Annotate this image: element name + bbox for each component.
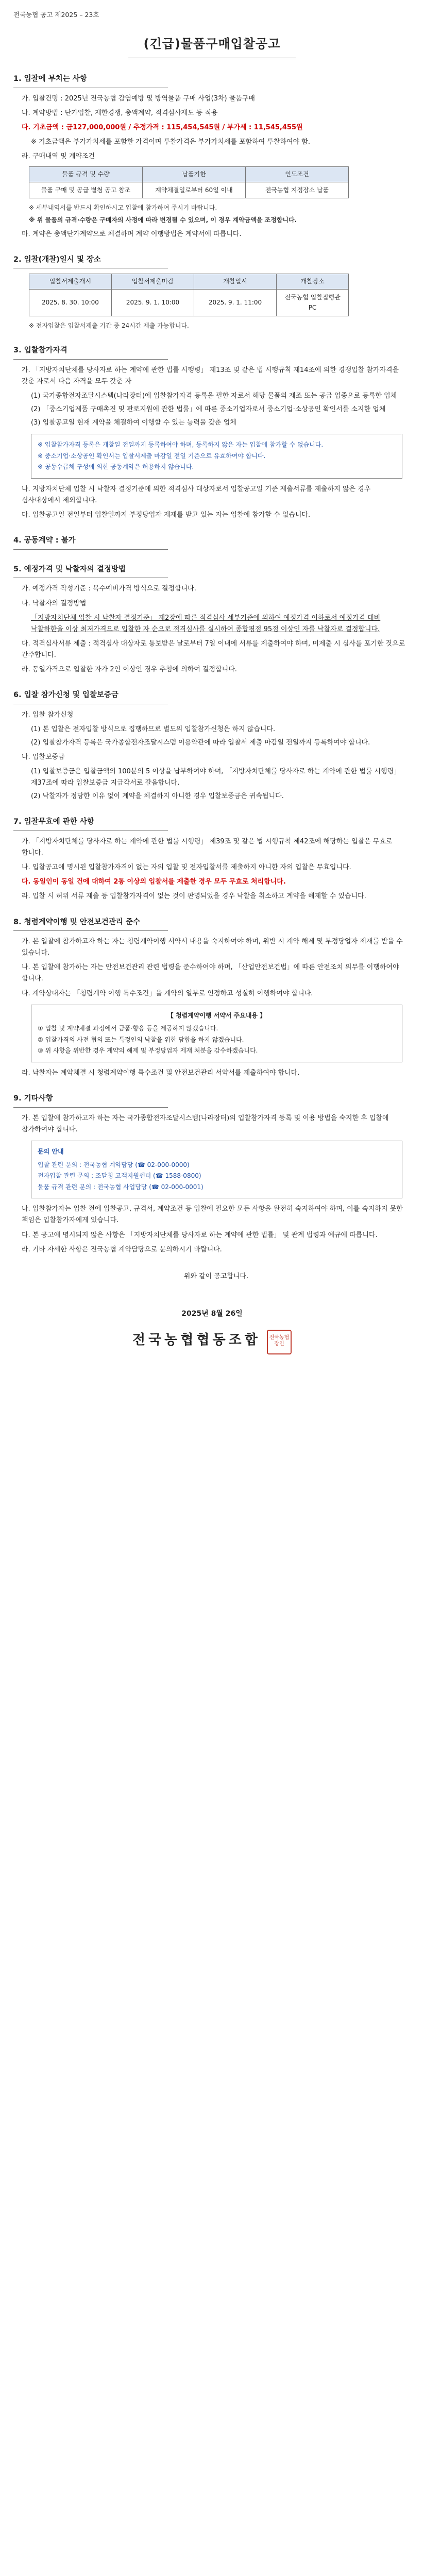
table-header: 개찰장소 bbox=[277, 274, 349, 289]
table-cell: 2025. 9. 1. 11:00 bbox=[194, 289, 277, 316]
s3-notice-box bbox=[31, 434, 402, 479]
section-9 bbox=[13, 1092, 411, 1282]
table-row bbox=[29, 289, 349, 316]
box-line: ② 입찰가격의 사전 협의 또는 특정인의 낙찰을 위한 담합을 하지 않겠습니다. bbox=[38, 1036, 244, 1043]
official-seal-icon: 전국농협장인 bbox=[267, 1330, 292, 1354]
table-header: 납품기한 bbox=[143, 167, 246, 182]
closing-text: 위와 같이 공고합니다. bbox=[183, 1272, 249, 1280]
s6-item-b: 나. 입찰보증금 bbox=[22, 753, 65, 761]
s1-item-e: 마. 계약은 총액단가계약으로 체결하며 계약 이행방법은 계약서에 따릅니다. bbox=[22, 230, 242, 238]
s8-item-b: 나. 본 입찰에 참가하는 자는 안전보건관리 관련 법령을 준수하여야 하며, 「산업안전보건법」에 따른 안전조치 의무를 이행하여야 합니다. bbox=[22, 963, 399, 983]
s6-sub-2: (2) 입찰참가자격 등록은 국가종합전자조달시스템 이용약관에 따라 입찰서 제출 마감일 전일까지 등록하여야 합니다. bbox=[31, 738, 370, 747]
box-line: ③ 위 사항을 위반한 경우 계약의 해제 및 부정당업자 제재 처분을 감수하겠습니다. bbox=[38, 1047, 258, 1055]
section-6 bbox=[13, 689, 411, 802]
s9-item-b: 나. 입찰참가자는 입찰 전에 입찰공고, 규격서, 계약조건 등 입찰에 필요한 모든 사항을 완전히 숙지하여야 하며, 이를 숙지하지 못한 책임은 입찰참가자에게 있습니다. bbox=[22, 1205, 403, 1225]
section-4-heading: 4. 공동계약 : 불가 bbox=[13, 534, 168, 550]
box-line: 전자입찰 관련 문의 : 조달청 고객지원센터 (☎ 1588-0800) bbox=[38, 1172, 201, 1180]
s1-note-2: ※ 위 물품의 규격·수량은 구매자의 사정에 따라 변경될 수 있으며, 이 경우 계약금액을 조정합니다. bbox=[29, 216, 297, 224]
s3-item-c: 다. 입찰공고일 전일부터 입찰일까지 부정당업자 제재를 받고 있는 자는 입찰에 참가할 수 없습니다. bbox=[22, 511, 311, 519]
s1-item-d: 라. 구매내역 및 계약조건 bbox=[22, 152, 95, 161]
box-title: 【 청렴계약이행 서약서 주요내용 】 bbox=[167, 1011, 266, 1019]
s3-sub-2: (2) 「중소기업제품 구매촉진 및 판로지원에 관한 법률」에 따른 중소기업자로서 중소기업·소상공인 확인서를 소지한 업체 bbox=[31, 405, 386, 413]
s1-item-a: 가. 입찰건명 : 2025년 전국농협 감염예방 및 방역물품 구매 사업(3차) 물품구매 bbox=[22, 94, 255, 103]
box-line: ※ 중소기업·소상공인 확인서는 입찰서제출 마감일 전일 기준으로 유효하여야 합니다. bbox=[38, 452, 266, 460]
section-3 bbox=[13, 344, 411, 521]
s1-item-b: 나. 계약방법 : 단가입찰, 제한경쟁, 총액계약, 적격심사제도 등 적용 bbox=[22, 109, 218, 117]
box-title: 문의 안내 bbox=[38, 1147, 64, 1155]
section-6-heading: 6. 입찰 참가신청 및 입찰보증금 bbox=[13, 689, 168, 704]
table-header-row bbox=[29, 274, 349, 289]
s6-sub-3: (1) 입찰보증금은 입찰금액의 100분의 5 이상을 납부하여야 하며, 「지방자치단체를 당사자로 하는 계약에 관한 법률 시행령」 제37조에 따라 입찰보증금 지급각서로 갈음합니다. bbox=[31, 768, 401, 787]
s2-table bbox=[29, 274, 349, 316]
table-cell: 물품 구매 및 공급 별첨 공고 참조 bbox=[29, 182, 143, 198]
s1-note-1: ※ 세부내역서를 반드시 확인하시고 입찰에 참가하여 주시기 바랍니다. bbox=[29, 204, 217, 211]
section-2 bbox=[13, 253, 411, 331]
s3-sub-3: (3) 입찰공고일 현재 계약을 체결하여 이행할 수 있는 능력을 갖춘 업체 bbox=[31, 419, 236, 427]
table-header: 물품 규격 및 수량 bbox=[29, 167, 143, 182]
s8-pledge-box bbox=[31, 1005, 402, 1062]
section-5 bbox=[13, 563, 411, 675]
s7-item-d: 라. 입찰 시 허위 서류 제출 등 입찰참가자격이 없는 것이 판명되었을 경우 낙찰을 취소하고 계약을 해제할 수 있습니다. bbox=[22, 892, 366, 901]
s7-item-b: 나. 입찰공고에 명시된 입찰참가자격이 없는 자의 입찰 및 전자입찰서를 제출하지 아니한 자의 입찰은 무효입니다. bbox=[22, 863, 351, 872]
s3-item-b: 나. 지방자치단체 입찰 시 낙찰자 결정기준에 의한 적격심사 대상자로서 입찰공고일 기준 제출서류를 제출하지 않은 경우 심사대상에서 제외합니다. bbox=[22, 485, 371, 504]
table-header: 입찰서제출마감 bbox=[112, 274, 194, 289]
s6-item-a: 가. 입찰 참가신청 bbox=[22, 710, 74, 719]
s8-item-d: 라. 낙찰자는 계약체결 시 청렴계약이행 특수조건 및 안전보건관리 서약서를 제출하여야 합니다. bbox=[22, 1069, 300, 1077]
s7-item-c: 다. 동일인이 동일 건에 대하여 2통 이상의 입찰서를 제출한 경우 모두 무효로 처리합니다. bbox=[22, 878, 286, 886]
section-4 bbox=[13, 534, 411, 550]
s6-sub-4: (2) 낙찰자가 정당한 이유 없이 계약을 체결하지 아니한 경우 입찰보증금은 귀속됩니다. bbox=[31, 792, 284, 801]
table-cell: 계약체결일로부터 60일 이내 bbox=[143, 182, 246, 198]
s5-item-c: 다. 적격심사서류 제출 : 적격심사 대상자로 통보받은 날로부터 7일 이내에 서류를 제출하여야 하며, 미제출 시 심사를 포기한 것으로 간주합니다. bbox=[22, 639, 405, 659]
s6-sub-1: (1) 본 입찰은 전자입찰 방식으로 집행하므로 별도의 입찰참가신청은 하지 않습니다. bbox=[31, 725, 276, 733]
s8-item-a: 가. 본 입찰에 참가하고자 하는 자는 청렴계약이행 서약서 내용을 숙지하여야 하며, 위반 시 계약 해제 및 부정당업자 제재를 받을 수 있습니다. bbox=[22, 938, 403, 957]
issuer-block bbox=[13, 1329, 411, 1355]
issue-date: 2025년 8월 26일 bbox=[181, 1309, 243, 1318]
s1-item-c: 다. 기초금액 : 금127,000,000원 / 추정가격 : 115,454,545원 / 부가세 : 11,545,455원 bbox=[22, 123, 303, 131]
s3-sub-1: (1) 국가종합전자조달시스템(나라장터)에 입찰참가자격 등록을 필한 자로서 해당 물품의 제조 또는 공급 업종으로 등록한 업체 bbox=[31, 392, 397, 400]
table-cell: 전국농협 입찰집행관 PC bbox=[277, 289, 349, 316]
table-row bbox=[29, 182, 349, 198]
s8-item-c: 다. 계약상대자는 「청렴계약 이행 특수조건」을 계약의 일부로 인정하고 성실히 이행하여야 합니다. bbox=[22, 989, 313, 997]
page-title: (긴급)물품구매입찰공고 bbox=[128, 33, 296, 59]
table-header: 개찰일시 bbox=[194, 274, 277, 289]
s5-item-a: 가. 예정가격 작성기준 : 복수예비가격 방식으로 결정합니다. bbox=[22, 585, 196, 593]
s9-item-c: 다. 본 공고에 명시되지 않은 사항은 「지방자치단체를 당사자로 하는 계약에 관한 법률」 및 관계 법령과 예규에 따릅니다. bbox=[22, 1231, 378, 1239]
s7-item-a: 가. 「지방자치단체를 당사자로 하는 계약에 관한 법률 시행령」 제39조 및 같은 법 시행규칙 제42조에 해당하는 입찰은 무효로 합니다. bbox=[22, 838, 393, 857]
table-header-row bbox=[29, 167, 349, 182]
s2-note: ※ 전자입찰은 입찰서제출 기간 중 24시간 제출 가능합니다. bbox=[29, 321, 189, 329]
box-line: ※ 공동수급체 구성에 의한 공동계약은 허용하지 않습니다. bbox=[38, 463, 194, 471]
section-8-heading: 8. 청렴계약이행 및 안전보건관리 준수 bbox=[13, 916, 168, 931]
section-8 bbox=[13, 916, 411, 1079]
section-7-heading: 7. 입찰무효에 관한 사항 bbox=[13, 816, 168, 831]
document-number: 전국농협 공고 제2025 – 23호 bbox=[13, 11, 99, 19]
s5-item-d: 라. 동일가격으로 입찰한 자가 2인 이상인 경우 추첨에 의하여 결정합니다. bbox=[22, 666, 237, 674]
table-header: 인도조건 bbox=[246, 167, 349, 182]
section-1-heading: 1. 입찰에 부치는 사항 bbox=[13, 73, 168, 88]
section-2-heading: 2. 입찰(개찰)일시 및 장소 bbox=[13, 253, 168, 269]
table-cell: 전국농협 지정장소 납품 bbox=[246, 182, 349, 198]
table-cell: 2025. 9. 1. 10:00 bbox=[112, 289, 194, 316]
s3-item-a: 가. 「지방자치단체를 당사자로 하는 계약에 관한 법률 시행령」 제13조 및 같은 법 시행규칙 제14조에 의한 경쟁입찰 참가자격을 갖춘 자로서 다음 자격을 모두 갖춘 자 bbox=[22, 366, 399, 385]
box-line: 물품 규격 관련 문의 : 전국농협 사업담당 (☎ 02-000-0001) bbox=[38, 1183, 203, 1191]
s1-table bbox=[29, 166, 349, 198]
issuer-name: 전국농협협동조합 bbox=[132, 1332, 261, 1348]
box-line: ※ 입찰참가자격 등록은 개찰일 전일까지 등록하여야 하며, 등록하지 않은 자는 입찰에 참가할 수 없습니다. bbox=[38, 441, 324, 449]
box-line: 입찰 관련 문의 : 전국농협 계약담당 (☎ 02-000-0000) bbox=[38, 1161, 190, 1168]
table-header: 입찰서제출개시 bbox=[29, 274, 112, 289]
table-cell: 2025. 8. 30. 10:00 bbox=[29, 289, 112, 316]
s5-sub-1: 「지방자치단체 입찰 시 낙찰자 결정기준」 제2장에 따른 적격심사 세부기준에 의하여 예정가격 이하로서 예정가격 대비 낙찰하한율 이상 최저가격으로 입찰한 자 순으로 적격심사를 실시하여 종합평점 95점 이상인 자를 낙찰자로 결정합니다. bbox=[31, 614, 381, 633]
section-1 bbox=[13, 73, 411, 240]
section-9-heading: 9. 기타사항 bbox=[13, 1092, 168, 1108]
s9-item-d: 라. 기타 자세한 사항은 전국농협 계약담당으로 문의하시기 바랍니다. bbox=[22, 1245, 222, 1253]
section-7 bbox=[13, 816, 411, 902]
section-3-heading: 3. 입찰참가자격 bbox=[13, 344, 168, 360]
s9-item-a: 가. 본 입찰에 참가하고자 하는 자는 국가종합전자조달시스템(나라장터)의 입찰참가자격 등록 및 이용 방법을 숙지한 후 입찰에 참가하여야 합니다. bbox=[22, 1114, 389, 1133]
s1-item-note: ※ 기초금액은 부가가치세를 포함한 가격이며 투찰가격은 부가가치세를 포함하여 투찰하여야 함. bbox=[31, 138, 310, 146]
title-wrap bbox=[13, 33, 411, 59]
box-line: ① 입찰 및 계약체결 과정에서 금품·향응 등을 제공하지 않겠습니다. bbox=[38, 1025, 218, 1032]
s9-contact-box bbox=[31, 1141, 402, 1198]
section-5-heading: 5. 예정가격 및 낙찰자의 결정방법 bbox=[13, 563, 168, 579]
s5-item-b: 나. 낙찰자의 결정방법 bbox=[22, 599, 87, 607]
